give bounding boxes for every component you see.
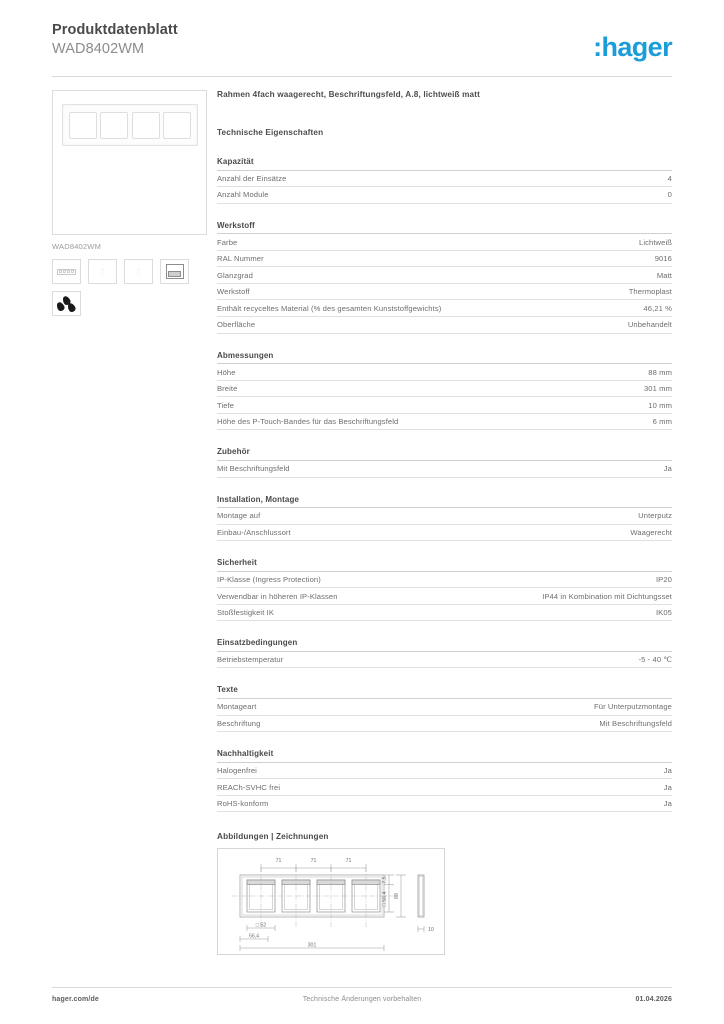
dim-depth: 10 (428, 927, 434, 934)
spec-value: -5 - 40 ℃ (638, 655, 672, 665)
spec-value: 9016 (654, 254, 672, 264)
spec-label: Glanzgrad (217, 270, 253, 280)
spec-row (217, 588, 672, 605)
dim-label-strip-height: 7,5 (382, 876, 388, 884)
spec-section (217, 447, 672, 477)
footer-disclaimer: Technische Änderungen vorbehalten (302, 996, 422, 1003)
spec-row (217, 508, 672, 525)
spec-label: Höhe (217, 367, 236, 377)
spec-label: Farbe (217, 237, 238, 247)
spec-value: Ja (663, 799, 672, 809)
spec-value: Mit Beschriftungsfeld (599, 718, 672, 728)
frame-window-1 (69, 112, 97, 139)
spec-section (217, 749, 672, 812)
dim-pitch-1: 71 (275, 858, 282, 865)
spec-label: REACh-SVHC frei (217, 782, 281, 792)
dim-cutout-height: □ 56,4 (382, 892, 388, 907)
spec-value: Ja (663, 766, 672, 776)
spec-value: 88 mm (648, 367, 672, 377)
technical-drawing[interactable] (217, 848, 445, 955)
page-header (52, 22, 672, 74)
spec-label: Montage auf (217, 511, 261, 521)
title-block (52, 22, 178, 58)
footer-website[interactable]: hager.com/de (52, 996, 99, 1003)
spec-row (217, 605, 672, 622)
spec-value: IK05 (655, 608, 672, 618)
technical-drawing-svg (218, 849, 446, 956)
footer-divider (52, 987, 672, 988)
spec-label: IP-Klasse (Ingress Protection) (217, 575, 321, 585)
spec-value: Unterputz (638, 511, 672, 521)
spec-label: Höhe des P-Touch-Bandes für das Beschriftungsfeld (217, 417, 399, 427)
spec-value: 10 mm (648, 400, 672, 410)
spec-row (217, 525, 672, 542)
drawing-icon (166, 264, 184, 279)
spec-value: Lichtweiß (639, 237, 672, 247)
spec-value: 4 (667, 173, 672, 183)
spec-label: Mit Beschriftungsfeld (217, 464, 290, 474)
product-description: Rahmen 4fach waagerecht, Beschriftungsfeld, A.8, lichtweiß matt (217, 90, 481, 99)
spec-section (217, 638, 672, 668)
spec-value: Thermoplast (628, 287, 672, 297)
spec-row (217, 779, 672, 796)
footer-date: 01.04.2026 (635, 996, 672, 1003)
spec-row (217, 187, 672, 204)
spec-label: Verwendbar in höheren IP-Klassen (217, 591, 338, 601)
spec-label: Breite (217, 384, 238, 394)
frame-window-4 (163, 112, 191, 139)
spec-row (217, 796, 672, 813)
spec-row (217, 364, 672, 381)
spec-section-title: Nachhaltigkeit (217, 749, 672, 763)
dim-total-height: 88 (394, 893, 400, 900)
thumb-blank-1[interactable] (88, 259, 117, 284)
spec-section (217, 558, 672, 621)
spec-row (217, 699, 672, 716)
thumb-product-frame[interactable] (52, 259, 81, 284)
spec-label: Werkstoff (217, 287, 250, 297)
spec-value: IP44 in Kombination mit Dichtungsset (542, 591, 672, 601)
spec-section-title: Installation, Montage (217, 495, 672, 509)
spec-section-title: Texte (217, 685, 672, 699)
spec-value: Waagerecht (630, 527, 672, 537)
spec-section-title: Werkstoff (217, 221, 672, 235)
page-footer (52, 996, 672, 1010)
spec-row (217, 267, 672, 284)
product-image[interactable] (52, 90, 207, 235)
spec-row (217, 763, 672, 780)
product-media-column (52, 90, 207, 316)
water-drops-icon (57, 295, 77, 313)
spec-section (217, 685, 672, 732)
spec-section (217, 157, 672, 204)
thumbnail-row-1 (52, 259, 207, 284)
spec-label: Anzahl der Einsätze (217, 173, 287, 183)
spec-section-title: Sicherheit (217, 558, 672, 572)
spec-row (217, 251, 672, 268)
spec-row (217, 234, 672, 251)
technical-properties-heading: Technische Eigenschaften (217, 128, 324, 137)
placeholder-icon: ▯ (100, 267, 105, 276)
thumb-technical-drawing[interactable] (160, 259, 189, 284)
frame-window-2 (100, 112, 128, 139)
spec-value: 0 (667, 190, 672, 200)
spec-section-title: Einsatzbedingungen (217, 638, 672, 652)
spec-row (217, 397, 672, 414)
spec-value: Ja (663, 782, 672, 792)
dim-cutout-width: 56,4 (248, 933, 260, 940)
spec-label: RAL Nummer (217, 254, 264, 264)
spec-value: Ja (663, 464, 672, 474)
spec-section-title: Zubehör (217, 447, 672, 461)
spec-section-title: Kapazität (217, 157, 672, 171)
spec-row (217, 461, 672, 478)
spec-label: Beschriftung (217, 718, 261, 728)
spec-label: Oberfläche (217, 320, 256, 330)
dim-pitch-3: 71 (345, 858, 352, 865)
spec-row (217, 716, 672, 733)
spec-value: 301 mm (643, 384, 672, 394)
frame-window-3 (132, 112, 160, 139)
spec-row (217, 381, 672, 398)
page-title: Produktdatenblatt (52, 22, 178, 38)
product-image-caption: WAD8402WM (52, 242, 102, 251)
dim-cutout-square: □ 52 (255, 922, 267, 929)
specification-sections (217, 157, 672, 812)
spec-section (217, 221, 672, 334)
thumbnail-row-2 (52, 291, 207, 316)
spec-value: IP20 (655, 575, 672, 585)
spec-row (217, 284, 672, 301)
frame-icon (57, 269, 76, 275)
hager-logo: :hager (593, 32, 672, 62)
spec-label: Tiefe (217, 400, 235, 410)
spec-label: Stoßfestigkeit IK (217, 608, 274, 618)
spec-label: Anzahl Module (217, 190, 269, 200)
spec-row (217, 300, 672, 317)
thumb-recycling-drops[interactable] (52, 291, 81, 316)
spec-row (217, 317, 672, 334)
spec-label: Betriebstemperatur (217, 655, 284, 665)
spec-row (217, 414, 672, 431)
spec-section-title: Abmessungen (217, 351, 672, 365)
spec-row (217, 572, 672, 589)
spec-value: Für Unterputzmontage (594, 702, 672, 712)
specifications-column (217, 90, 672, 955)
spec-label: Einbau-/Anschlussort (217, 527, 291, 537)
dim-total-width: 301 (307, 942, 317, 949)
placeholder-icon: ▯ (136, 267, 141, 276)
spec-value: 6 mm (652, 417, 672, 427)
dim-pitch-2: 71 (310, 858, 317, 865)
drawings-heading: Abbildungen | Zeichnungen (217, 832, 329, 842)
spec-section (217, 351, 672, 431)
thumb-blank-2[interactable] (124, 259, 153, 284)
spec-label: Halogenfrei (217, 766, 257, 776)
spec-row (217, 652, 672, 669)
spec-label: Enthält recyceltes Material (% des gesamten Kunststoffgewichts) (217, 303, 442, 313)
spec-value: Unbehandelt (627, 320, 672, 330)
product-frame-illustration (62, 104, 198, 146)
spec-section (217, 495, 672, 542)
spec-value: Matt (656, 270, 672, 280)
spec-label: RoHS-konform (217, 799, 269, 809)
spec-row (217, 171, 672, 188)
header-divider (52, 76, 672, 77)
product-reference: WAD8402WM (52, 41, 145, 57)
spec-label: Montageart (217, 702, 257, 712)
spec-value: 46,21 % (643, 303, 672, 313)
